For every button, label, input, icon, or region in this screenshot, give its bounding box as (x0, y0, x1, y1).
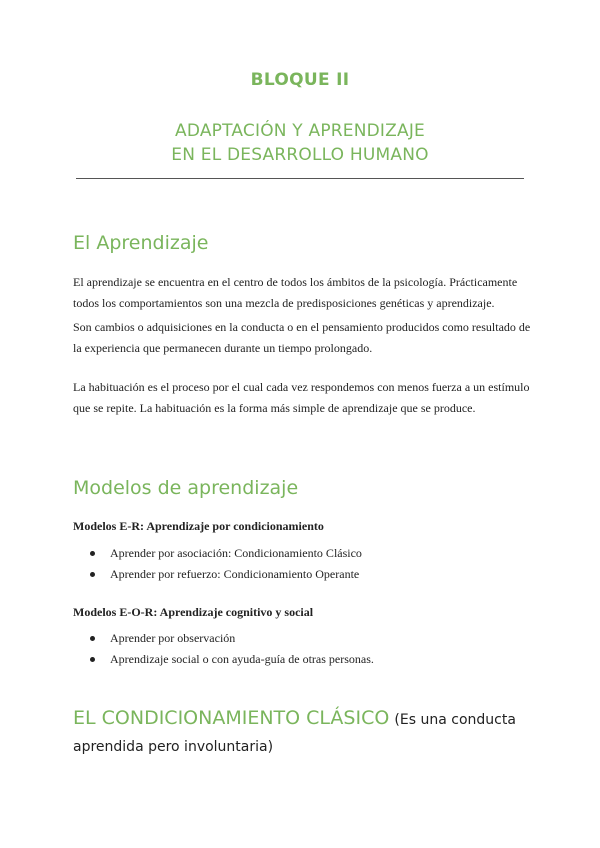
subheading-modelos-eor: Modelos E-O-R: Aprendizaje cognitivo y social (73, 605, 314, 619)
list-item: Aprender por observación (88, 628, 374, 649)
heading-aprendizaje: El Aprendizaje (73, 232, 209, 254)
clasico-title: EL CONDICIONAMIENTO CLÁSICO (73, 707, 390, 729)
heading-condicionamiento-clasico (73, 706, 543, 760)
list-item: Aprender por refuerzo: Condicionamiento Operante (88, 564, 362, 585)
block-main-title-line2: EN EL DESARROLLO HUMANO (171, 145, 429, 165)
list-modelos-eor (88, 628, 374, 670)
clasico-note: (Es una conducta aprendida pero involuntaria) (73, 712, 516, 755)
paragraph-habituacion: La habituación es el proceso por el cual cada vez respondemos con menos fuerza a un estímulo que se repite. La habituación es la forma más simple de aprendizaje que se produce. (73, 380, 530, 415)
list-item: Aprendizaje social o con ayuda-guía de otras personas. (88, 649, 374, 670)
title-divider (76, 178, 524, 179)
list-modelos-er (88, 543, 362, 585)
block-main-title-line1: ADAPTACIÓN Y APRENDIZAJE (175, 121, 425, 141)
heading-modelos: Modelos de aprendizaje (73, 477, 299, 499)
paragraph-aprendizaje-1: El aprendizaje se encuentra en el centro de todos los ámbitos de la psicología. Prácticamente todos los comportamientos son una mezcla de predisposiciones genéticas y aprendizaje. (73, 275, 518, 310)
block-main-title (0, 119, 600, 167)
list-item: Aprender por asociación: Condicionamiento Clásico (88, 543, 362, 564)
paragraph-aprendizaje-2: Son cambios o adquisiciones en la conducta o en el pensamiento producidos como resultado de la experiencia que permanecen durante un tiempo prolongado. (73, 320, 531, 355)
subheading-modelos-er: Modelos E-R: Aprendizaje por condicionamiento (73, 519, 324, 533)
bloque-title: BLOQUE II (250, 70, 350, 90)
